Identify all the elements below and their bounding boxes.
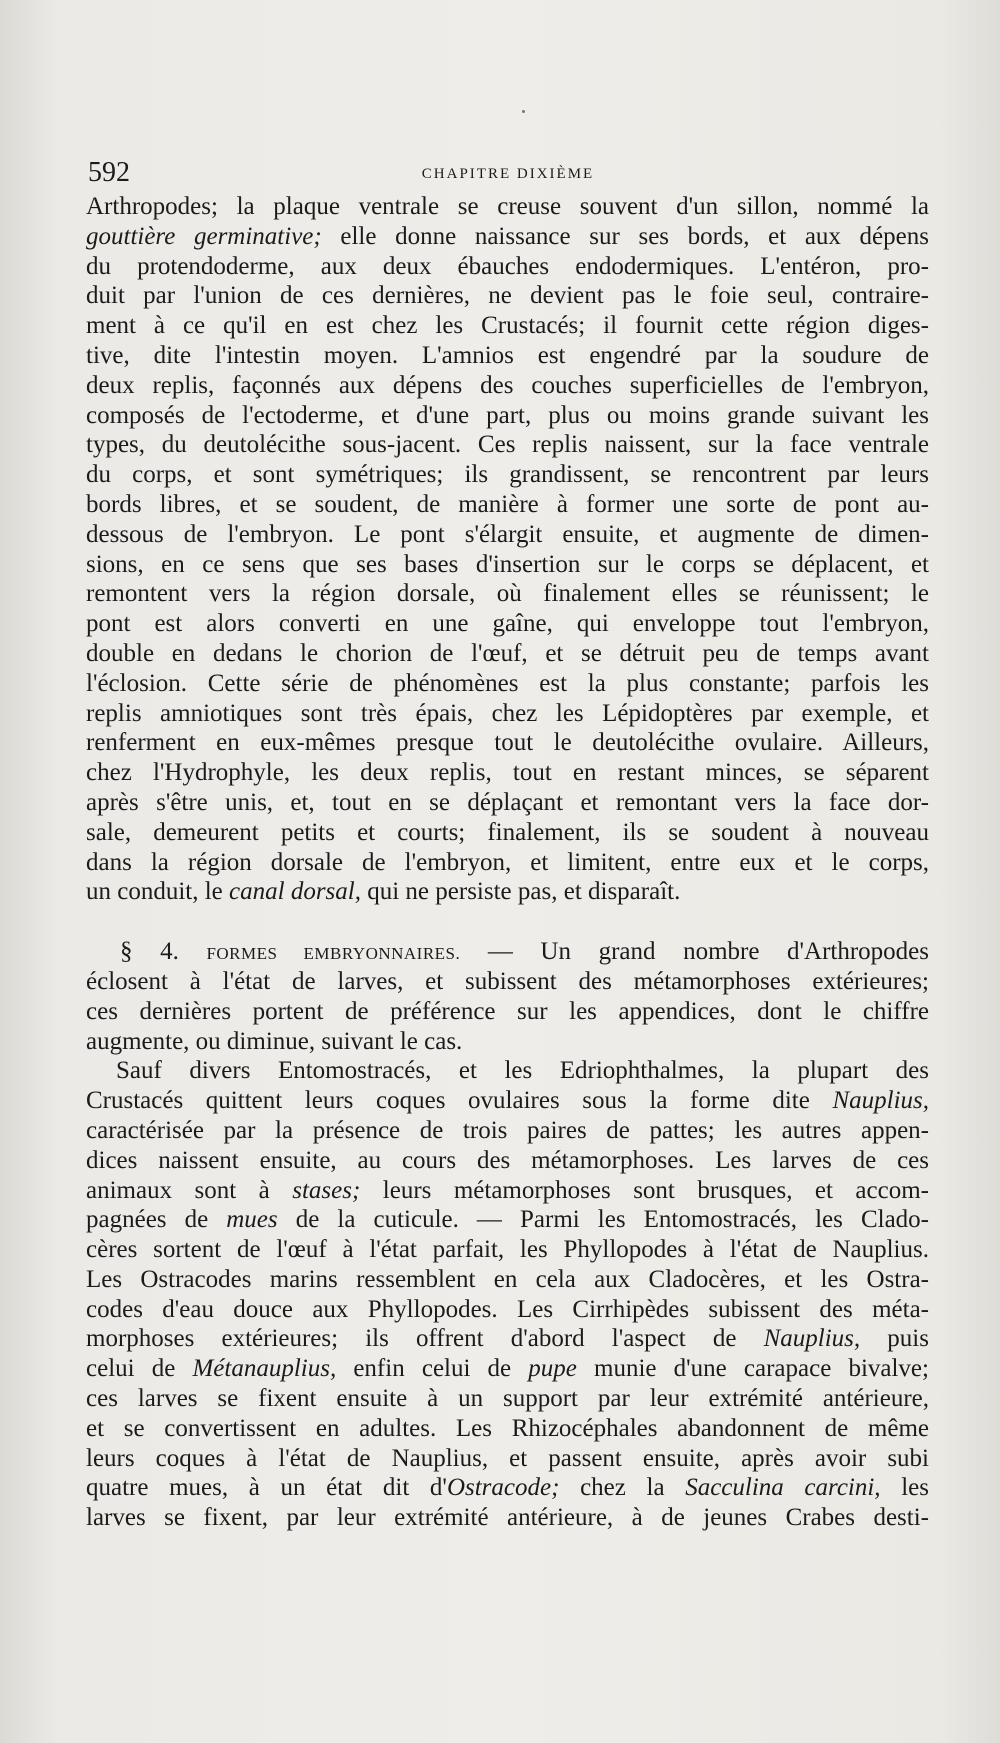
- text-line: composés de l'ectoderme, et d'une part, plus ou moins grande suivant les: [86, 401, 929, 429]
- text-line: larves se fixent, par leur extrémité antérieure, à de jeunes Crabes desti-: [86, 1504, 929, 1532]
- text-line: Crustacés quittent leurs coques ovulaires sous la forme dite Nauplius,: [86, 1087, 929, 1115]
- text-line: bords libres, et se soudent, de manière à former une sorte de pont au-: [86, 490, 929, 518]
- text-line: Sauf divers Entomostracés, et les Edriophthalmes, la plupart des: [116, 1057, 929, 1085]
- text-line: un conduit, le canal dorsal, qui ne persiste pas, et disparaît.: [86, 878, 681, 906]
- text-line: cères sortent de l'œuf à l'état parfait, les Phyllopodes à l'état de Nauplius.: [86, 1236, 929, 1264]
- italic-term: stases;: [292, 1176, 361, 1204]
- paragraph-gap: [86, 907, 929, 937]
- text-line: l'éclosion. Cette série de phénomènes est la plus constante; parfois les: [86, 669, 929, 697]
- text-line: Arthropodes; la plaque ventrale se creuse souvent d'un sillon, nommé la: [86, 193, 929, 220]
- ink-speck: [522, 110, 525, 113]
- text-line: pont est alors converti en une gaîne, qui enveloppe tout l'embryon,: [86, 610, 929, 638]
- text-line: types, du deutolécithe sous-jacent. Ces replis naissent, sur la face ventrale: [86, 431, 929, 459]
- section-formes-embryonnaires: [86, 937, 929, 1056]
- italic-term: mues: [226, 1206, 278, 1234]
- text-line: animaux sont à stases; leurs métamorphoses sont brusques, et accom-: [86, 1176, 929, 1204]
- text-line: Les Ostracodes marins ressemblent en cela aux Cladocères, et les Ostra-: [86, 1265, 929, 1293]
- page-number: 592: [88, 157, 130, 188]
- section-heading: FORMES EMBRYONNAIRES.: [206, 944, 461, 964]
- text-line: codes d'eau douce aux Phyllopodes. Les Cirrhipèdes subissent des méta-: [86, 1295, 929, 1323]
- text-line: du corps, et sont symétriques; ils grandissent, se rencontrent par leurs: [86, 461, 929, 489]
- text-line: duit par l'union de ces dernières, ne devient pas le foie seul, contraire-: [86, 282, 929, 310]
- text-line: ces larves se fixent ensuite à un support par leur extrémité antérieure,: [86, 1385, 929, 1413]
- italic-term: pupe: [528, 1355, 577, 1383]
- text-line: sions, en ce sens que ses bases d'insertion sur le corps se déplacent, et: [86, 550, 929, 578]
- section-symbol: § 4.: [120, 938, 179, 966]
- text-line: ces dernières portent de préférence sur les appendices, dont le chiffre: [86, 997, 929, 1025]
- section-heading-line: § 4. FORMES EMBRYONNAIRES. — Un grand nombre d'Arthropodes: [120, 938, 930, 966]
- paragraph-amnios: [86, 192, 929, 907]
- text-line: remontent vers la région dorsale, où finalement elles se réunissent; le: [86, 580, 929, 608]
- text-line: chez l'Hydrophyle, les deux replis, tout en restant minces, se séparent: [86, 759, 929, 787]
- text-line: éclosent à l'état de larves, et subissent des métamorphoses extérieures;: [86, 967, 929, 995]
- body-text: [86, 192, 929, 1533]
- text-line: sale, demeurent petits et courts; finalement, ils se soudent à nouveau: [86, 818, 929, 846]
- running-head: [88, 158, 928, 188]
- text-line: deux replis, façonnés aux dépens des couches superficielles de l'embryon,: [86, 371, 929, 399]
- text-line: dessous de l'embryon. Le pont s'élargit ensuite, et augmente de dimen-: [86, 520, 929, 548]
- text-line: dices naissent ensuite, au cours des métamorphoses. Les larves de ces: [86, 1146, 929, 1174]
- italic-term: Ostracode;: [446, 1474, 560, 1502]
- text-line: quatre mues, à un état dit d'Ostracode; chez la Sacculina carcini, les: [86, 1474, 929, 1502]
- italic-term: canal dorsal,: [229, 878, 361, 906]
- text-line: gouttière germinative; elle donne naissance sur ses bords, et aux dépens: [86, 222, 929, 250]
- text-line: caractérisée par la présence de trois paires de pattes; les autres appen-: [86, 1116, 929, 1144]
- text-line: pagnées de mues de la cuticule. — Parmi les Entomostracés, les Clado-: [86, 1206, 929, 1234]
- text-line: et se convertissent en adultes. Les Rhizocéphales abandonnent de même: [86, 1414, 929, 1442]
- text-line: ment à ce qu'il en est chez les Crustacés; il fournit cette région diges-: [86, 312, 929, 340]
- text-line: renferment en eux-mêmes presque tout le deutolécithe ovulaire. Ailleurs,: [86, 729, 929, 757]
- text-line: celui de Métanauplius, enfin celui de pupe munie d'une carapace bivalve;: [86, 1355, 929, 1383]
- italic-term: Nauplius,: [832, 1087, 929, 1115]
- chapter-title: CHAPITRE DIXIÈME: [421, 166, 595, 182]
- text-line: après s'être unis, et, tout en se déplaçant et remontant vers la face dor-: [86, 788, 929, 816]
- text-line: leurs coques à l'état de Nauplius, et passent ensuite, après avoir subi: [86, 1444, 929, 1472]
- text-line: dans la région dorsale de l'embryon, et limitent, entre eux et le corps,: [86, 848, 929, 876]
- text-line: du protendoderme, aux deux ébauches endodermiques. L'entéron, pro-: [86, 252, 929, 280]
- italic-term: Métanauplius,: [192, 1355, 337, 1383]
- italic-term: Sacculina carcini,: [685, 1474, 881, 1502]
- italic-term: Nauplius,: [763, 1325, 861, 1353]
- paragraph-crustaces: [86, 1056, 929, 1533]
- italic-term: gouttière germinative;: [86, 222, 322, 250]
- text-line: replis amniotiques sont très épais, chez les Lépidoptères par exemple, et: [86, 699, 929, 727]
- text-line: morphoses extérieures; ils offrent d'abord l'aspect de Nauplius, puis: [86, 1325, 929, 1353]
- text-line: augmente, ou diminue, suivant le cas.: [86, 1027, 463, 1055]
- text-line: double en dedans le chorion de l'œuf, et se détruit peu de temps avant: [86, 639, 929, 667]
- text-line: tive, dite l'intestin moyen. L'amnios est engendré par la soudure de: [86, 341, 929, 369]
